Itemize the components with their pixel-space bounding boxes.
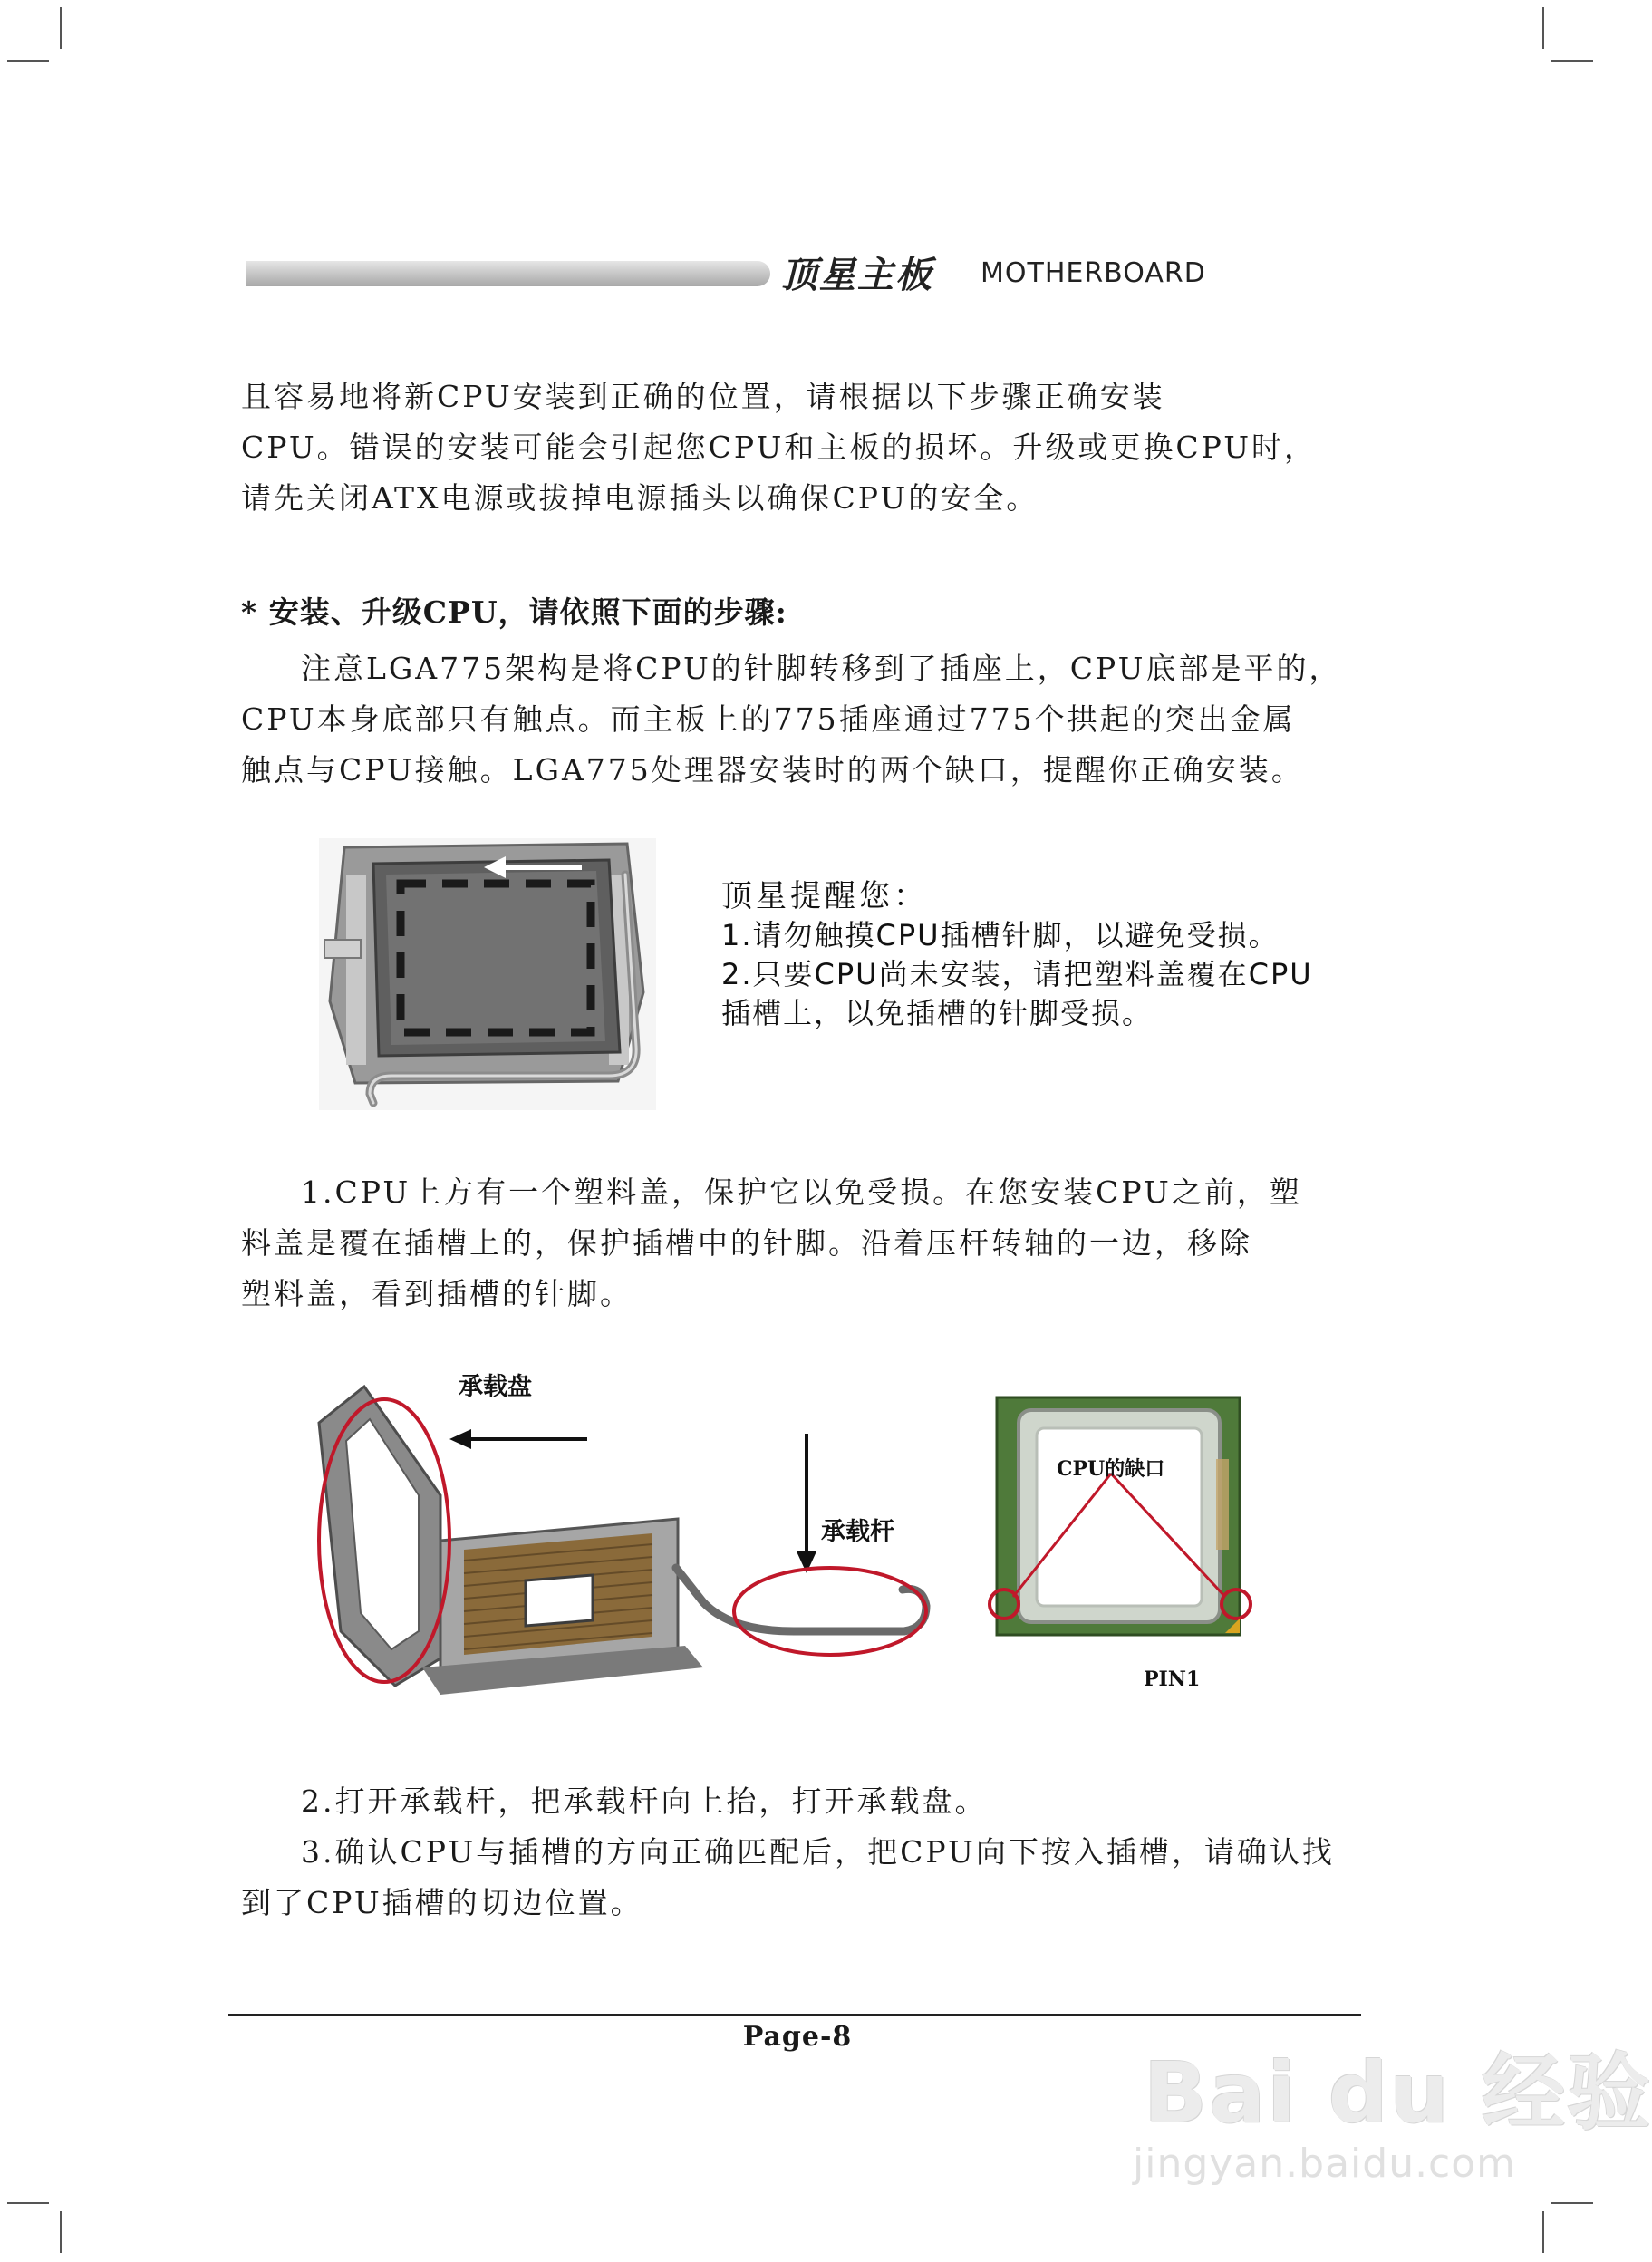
text-line: 到了CPU插槽的切边位置。 bbox=[241, 1885, 643, 1920]
crop-mark bbox=[1542, 2211, 1544, 2253]
text-line: CPU。错误的安装可能会引起您CPU和主板的损坏。升级或更换CPU时， bbox=[241, 430, 1318, 465]
crop-mark bbox=[60, 2211, 62, 2253]
lga-note-paragraph bbox=[241, 643, 1369, 796]
text-line: 塑料盖，看到插槽的针脚。 bbox=[241, 1276, 633, 1311]
tray-label: 承载盘 bbox=[459, 1373, 532, 1401]
text-line: 1.CPU上方有一个塑料盖，保护它以免受损。在您安装CPU之前，塑 bbox=[301, 1174, 1302, 1210]
reminder-note bbox=[721, 877, 1383, 1033]
header-brand: 顶星主板 bbox=[781, 255, 933, 296]
page-number: Page-8 bbox=[742, 2021, 853, 2053]
reminder-item: 2.只要CPU尚未安装，请把塑料盖覆在CPU bbox=[721, 957, 1313, 991]
step3-paragraph bbox=[241, 1827, 1369, 1928]
section-heading: * 安装、升级CPU，请依照下面的步骤: bbox=[241, 594, 787, 630]
step2-paragraph bbox=[241, 1776, 1369, 1827]
crop-mark bbox=[7, 2202, 49, 2204]
header-subtitle: MOTHERBOARD bbox=[981, 257, 1206, 289]
socket-cover-photo bbox=[319, 838, 656, 1110]
text-line: 3.确认CPU与插槽的方向正确匹配后，把CPU向下按入插槽，请确认找 bbox=[301, 1834, 1335, 1870]
text-line: 且容易地将新CPU安装到正确的位置，请根据以下步骤正确安装 bbox=[241, 379, 1165, 414]
baidu-watermark-url: jingyan.baidu.com bbox=[1133, 2141, 1517, 2187]
text-line: 2.打开承载杆，把承载杆向上抬，打开承载盘。 bbox=[301, 1784, 988, 1819]
text-line: 请先关闭ATX电源或拔掉电源插头以确保CPU的安全。 bbox=[241, 480, 1039, 516]
footer-rule bbox=[228, 2014, 1361, 2016]
cpu-notch-label: CPU的缺口 bbox=[1057, 1457, 1165, 1481]
reminder-title: 顶星提醒您： bbox=[721, 878, 928, 914]
crop-mark bbox=[1551, 2202, 1593, 2204]
text-line: CPU本身底部只有触点。而主板上的775插座通过775个拱起的突出金属 bbox=[241, 701, 1296, 737]
crop-mark bbox=[1542, 7, 1544, 49]
step1-paragraph bbox=[241, 1167, 1369, 1320]
crop-mark bbox=[1551, 60, 1593, 62]
text-line: 料盖是覆在插槽上的，保护插槽中的针脚。沿着压杆转轴的一边，移除 bbox=[241, 1225, 1252, 1261]
pin1-label: PIN1 bbox=[1144, 1668, 1201, 1691]
reminder-item: 插槽上，以免插槽的针脚受损。 bbox=[721, 996, 1154, 1030]
crop-mark bbox=[7, 60, 49, 62]
crop-mark bbox=[60, 7, 62, 49]
lever-label: 承载杆 bbox=[821, 1518, 894, 1546]
reminder-item: 1.请勿触摸CPU插槽针脚，以避免受损。 bbox=[721, 918, 1280, 952]
cpu-photo bbox=[988, 1387, 1256, 1658]
header-bar bbox=[246, 261, 770, 286]
baidu-watermark-logo: Bai du 经验 bbox=[1144, 2044, 1652, 2141]
text-line: 注意LGA775架构是将CPU的针脚转移到了插座上，CPU底部是平的， bbox=[301, 651, 1342, 686]
intro-paragraph bbox=[241, 372, 1369, 524]
text-line: 触点与CPU接触。LGA775处理器安装时的两个缺口，提醒你正确安装。 bbox=[241, 752, 1304, 788]
